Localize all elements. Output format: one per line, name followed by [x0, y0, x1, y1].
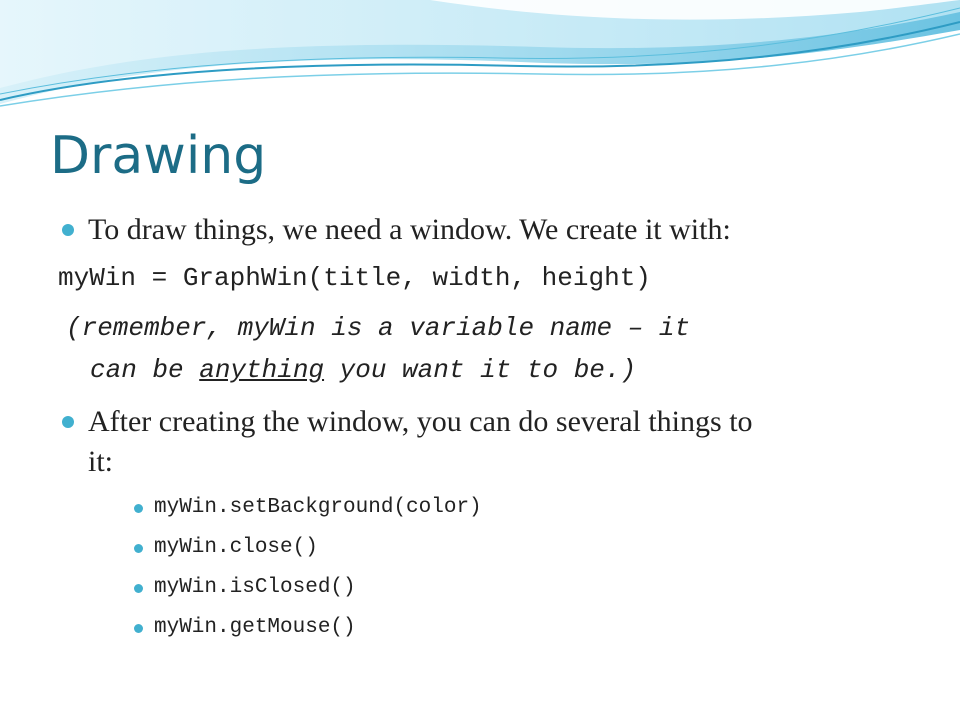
sub-bullet-dot: [134, 584, 143, 593]
method-item: myWin.close(): [154, 536, 318, 559]
bullet-text-line-2: it:: [88, 445, 114, 478]
bullet-text-line-1: After creating the window, you can do several things to: [88, 405, 753, 438]
note-line-1: (remember, myWin is a variable name – it: [66, 313, 691, 343]
bullet-dot: [62, 224, 74, 236]
note-text-start: can be: [90, 355, 200, 385]
sub-bullet-dot: [134, 544, 143, 553]
slide-title: Drawing: [50, 126, 267, 186]
method-item: myWin.getMouse(): [154, 616, 356, 639]
note-line-2: [90, 354, 636, 386]
method-item: myWin.isClosed(): [154, 576, 356, 599]
code-line: myWin = GraphWin(title, width, height): [58, 263, 651, 293]
method-item: myWin.setBackground(color): [154, 496, 482, 519]
sub-bullet-dot: [134, 624, 143, 633]
sub-bullet-dot: [134, 504, 143, 513]
bullet-dot: [62, 416, 74, 428]
note-emphasis: anything: [199, 355, 325, 385]
note-text-end: you want it to be.): [324, 355, 637, 385]
bullet-text: To draw things, we need a window. We create it with:: [88, 213, 731, 246]
header-wave-decoration: [0, 0, 960, 120]
